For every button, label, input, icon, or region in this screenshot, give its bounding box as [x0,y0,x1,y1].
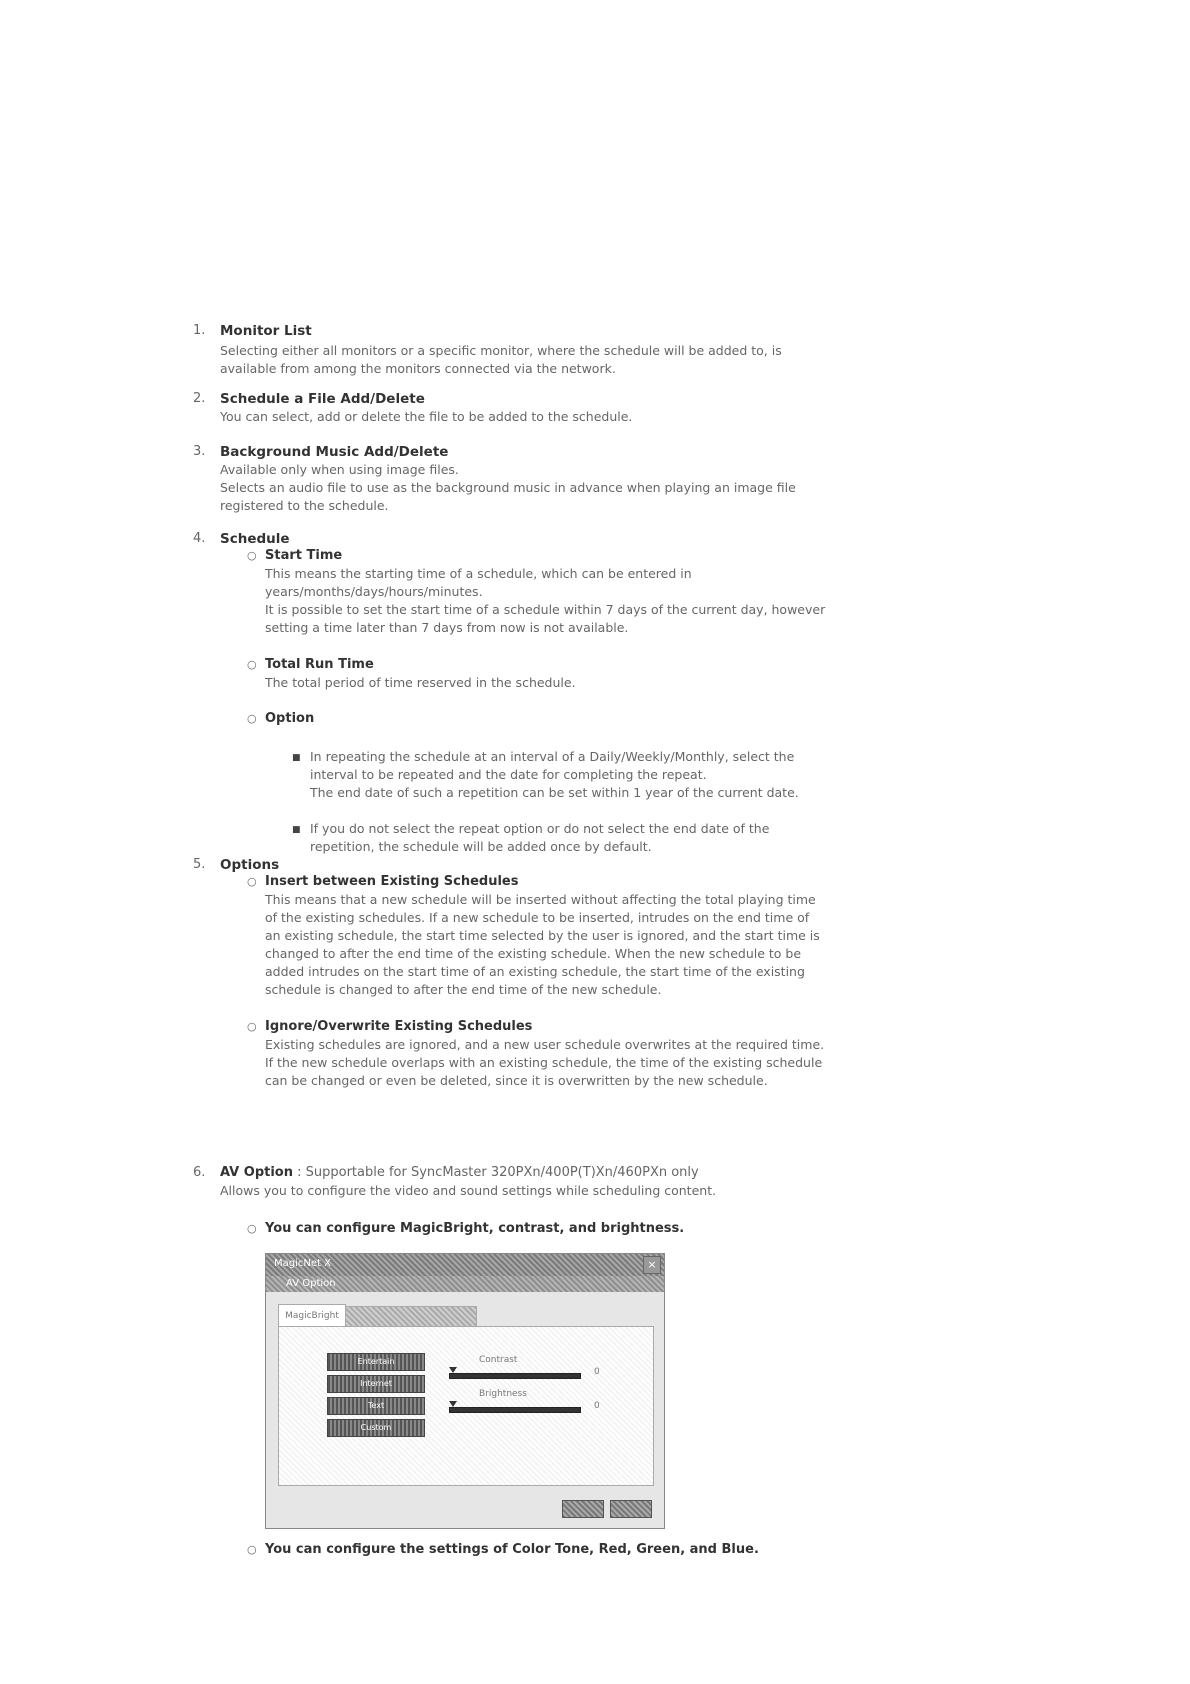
body-line: changed to after the end time of the existing schedule. When the new schedule to be [265,946,802,961]
item-heading: Schedule a File Add/Delete [220,391,425,407]
brightness-slider [449,1407,581,1413]
item-heading: Monitor List [220,323,312,339]
body-line: interval to be repeated and the date for completing the repeat. [310,767,707,782]
item-heading: AV Option [220,1165,293,1180]
body-line: available from among the monitors connected via the network. [220,361,616,376]
sub-heading: Option [265,711,315,726]
circle-bullet-icon: ○ [247,1020,257,1033]
circle-bullet-icon: ○ [247,549,257,562]
body-line: added intrudes on the start time of an existing schedule, the start time of the existing [265,964,805,979]
body-line: Selects an audio file to use as the background music in advance when playing an image file [220,480,796,495]
body-line: repetition, the schedule will be added once by default. [310,839,652,854]
body-line: The end date of such a repetition can be set within 1 year of the current date. [310,785,799,800]
brightness-label: Brightness [479,1389,527,1399]
contrast-slider [449,1373,581,1379]
settings-panel [278,1326,654,1486]
sub-heading: Start Time [265,548,343,563]
item-heading-suffix: : Supportable for SyncMaster 320PXn/400P(T)Xn/460PXn only [292,1165,699,1180]
body-line: Available only when using image files. [220,462,459,477]
item-heading: Options [220,857,280,873]
av-option-window-screenshot [265,1253,665,1529]
square-bullet-icon: ■ [292,825,301,835]
item-number: 4. [193,531,206,546]
body-line: This means that a new schedule will be inserted without affecting the total playing time [265,892,816,907]
body-line: can be changed or even be deleted, since it is overwritten by the new schedule. [265,1073,768,1088]
window-subtitle: AV Option [286,1278,336,1289]
body-line: Allows you to configure the video and sound settings while scheduling content. [220,1183,717,1198]
cancel-button [610,1500,652,1518]
circle-bullet-icon: ○ [247,875,257,888]
item-heading-line [220,1165,699,1180]
body-line: The total period of time reserved in the schedule. [265,675,576,690]
circle-bullet-icon: ○ [247,712,257,725]
circle-bullet-icon: ○ [247,658,257,671]
sub-heading: Insert between Existing Schedules [265,874,519,889]
item-heading: Schedule [220,531,290,547]
brightness-value: 0 [594,1401,600,1411]
sub-heading: You can configure MagicBright, contrast, and brightness. [265,1221,685,1236]
body-line: registered to the schedule. [220,498,389,513]
body-line: an existing schedule, the start time selected by the user is ignored, and the start time is [265,928,820,943]
square-bullet-icon: ■ [292,753,301,763]
circle-bullet-icon: ○ [247,1543,257,1556]
window-subtitle-bar [266,1276,664,1292]
body-line: of the existing schedules. If a new schedule to be inserted, intrudes on the end time of [265,910,810,925]
sub-body [265,565,905,637]
sub-heading: Total Run Time [265,657,374,672]
sub-heading: You can configure the settings of Color Tone, Red, Green, and Blue. [265,1542,759,1557]
sub-heading: Ignore/Overwrite Existing Schedules [265,1019,533,1034]
magicbright-text-button: Text [327,1397,425,1415]
bullet-body [310,748,870,802]
magicbright-internet-button: Internet [327,1375,425,1393]
item-body [220,1182,900,1200]
tab-magicbright: MagicBright [278,1304,346,1327]
item-number: 5. [193,857,206,872]
item-number: 2. [193,391,206,406]
tab-bar [278,1304,658,1326]
body-line: setting a time later than 7 days from now is not available. [265,620,629,635]
body-line: This means the starting time of a schedule, which can be entered in [265,566,692,581]
contrast-label: Contrast [479,1355,518,1365]
item-number: 3. [193,444,206,459]
window-title: MagicNet X [274,1258,331,1269]
bullet-body [310,820,870,856]
body-line: Selecting either all monitors or a specific monitor, where the schedule will be added to, is [220,343,782,358]
sub-body [265,1036,905,1090]
magicbright-entertain-button: Entertain [327,1353,425,1371]
item-number: 6. [193,1165,206,1180]
body-line: schedule is changed to after the end time of the new schedule. [265,982,662,997]
contrast-value: 0 [594,1367,600,1377]
body-line: In repeating the schedule at an interval of a Daily/Weekly/Monthly, select the [310,749,795,764]
window-titlebar [266,1254,664,1276]
sub-body [265,891,905,999]
tab-color-settings [345,1306,477,1327]
body-line: If you do not select the repeat option or do not select the end date of the [310,821,770,836]
item-body [220,342,900,378]
item-number: 1. [193,323,206,338]
close-icon: × [643,1256,661,1274]
item-body [220,461,900,515]
sub-body [265,674,905,692]
circle-bullet-icon: ○ [247,1222,257,1235]
body-line: Existing schedules are ignored, and a new user schedule overwrites at the required time. [265,1037,825,1052]
body-line: years/months/days/hours/minutes. [265,584,483,599]
magicbright-custom-button: Custom [327,1419,425,1437]
body-line: It is possible to set the start time of a schedule within 7 days of the current day, however [265,602,826,617]
body-line: If the new schedule overlaps with an existing schedule, the time of the existing schedule [265,1055,823,1070]
item-heading: Background Music Add/Delete [220,444,449,460]
ok-button [562,1500,604,1518]
body-line: You can select, add or delete the file to be added to the schedule. [220,409,633,424]
item-body [220,408,900,426]
